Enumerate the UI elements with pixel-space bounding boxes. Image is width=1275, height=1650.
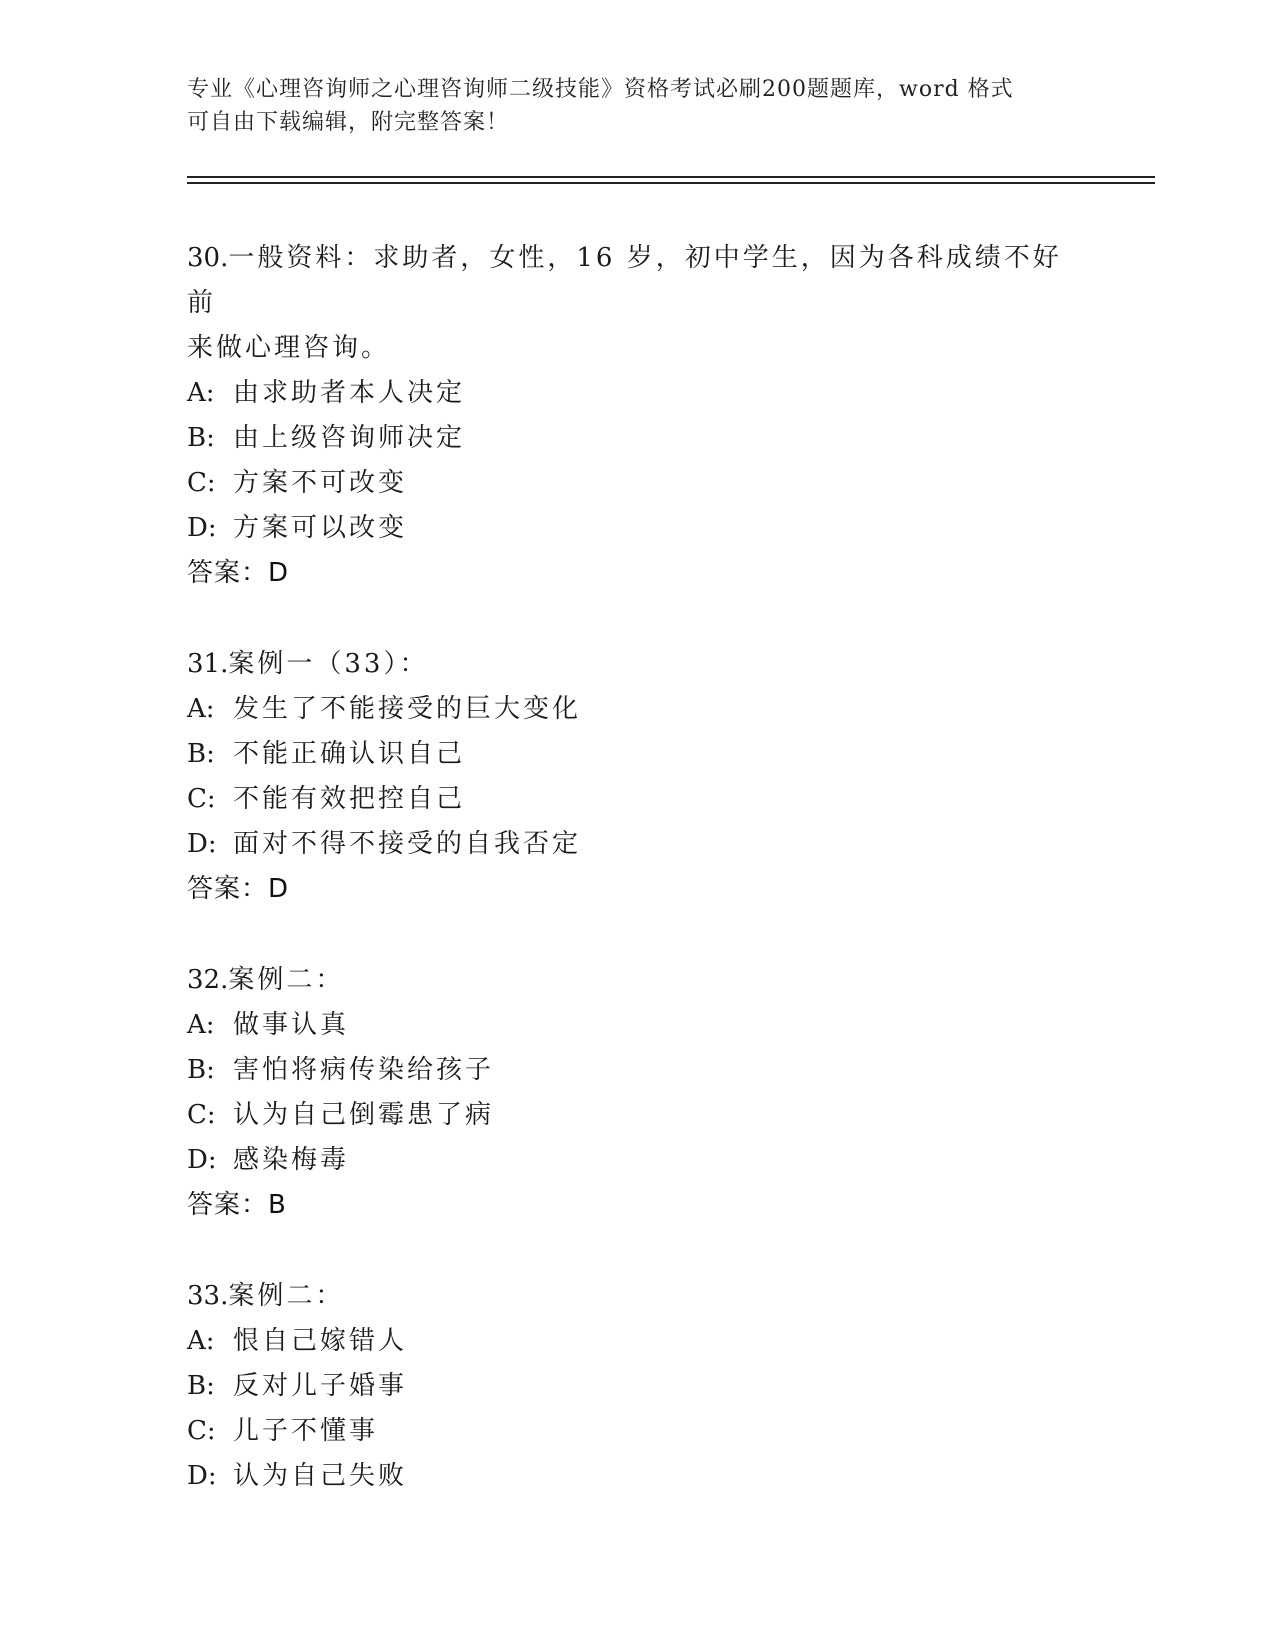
question-30 [187,236,1087,596]
question-stem [187,236,1087,371]
question-text: 案例二： [228,965,345,995]
question-stem [187,958,1087,1003]
option-text: 认为自己倒霉患了病 [233,1100,495,1130]
option-d [187,1454,1087,1499]
option-letter: D: [187,829,217,859]
option-letter: C: [187,1100,216,1130]
question-31 [187,642,1087,912]
option-text: 不能正确认识自己 [233,739,466,769]
option-text: 害怕将病传染给孩子 [233,1055,495,1085]
option-text: 不能有效把控自己 [233,784,466,814]
option-letter: A: [187,1326,215,1356]
question-stem [187,642,1087,687]
header-line-2: 可自由下载编辑，附完整答案！ [187,110,510,135]
option-d [187,506,1087,551]
header-divider-top [187,176,1155,178]
option-text: 发生了不能接受的巨大变化 [233,694,582,724]
option-text: 方案不可改变 [233,468,408,498]
option-text: 方案可以改变 [233,513,408,543]
answer-line: 答案：B [187,1190,287,1220]
option-b [187,416,1087,461]
answer-line: 答案：D [187,558,290,588]
option-d [187,822,1087,867]
option-text: 恨自己嫁错人 [233,1326,408,1356]
option-letter: A: [187,694,215,724]
option-letter: A: [187,1010,215,1040]
question-number: 32. [187,965,229,995]
answer-line: 答案：D [187,874,290,904]
option-b [187,1048,1087,1093]
option-letter: C: [187,1416,216,1446]
option-letter: B: [187,1371,215,1401]
option-text: 由求助者本人决定 [233,378,466,408]
option-text: 做事认真 [233,1010,350,1040]
option-letter: C: [187,468,216,498]
header-line-1: 专业《心理咨询师之心理咨询师二级技能》资格考试必刷200题题库，word 格式 [187,77,1014,102]
option-letter: D: [187,1461,217,1491]
option-b [187,732,1087,777]
question-33 [187,1274,1087,1499]
option-letter: A: [187,378,215,408]
question-number: 33. [187,1281,229,1311]
question-text: 案例一（33）： [228,649,429,679]
question-number: 31. [187,649,229,679]
option-a [187,1003,1087,1048]
option-letter: D: [187,513,217,543]
question-32 [187,958,1087,1228]
question-list [187,236,1087,1545]
question-number: 30. [187,243,229,273]
document-header [187,73,1067,139]
option-b [187,1364,1087,1409]
option-c [187,461,1087,506]
option-letter: B: [187,1055,215,1085]
option-text: 认为自己失败 [233,1461,408,1491]
option-d [187,1138,1087,1183]
option-text: 儿子不懂事 [233,1416,379,1446]
option-text: 面对不得不接受的自我否定 [233,829,582,859]
option-a [187,371,1087,416]
option-letter: D: [187,1145,217,1175]
option-c [187,1093,1087,1138]
option-text: 感染梅毒 [233,1145,350,1175]
option-a [187,687,1087,732]
header-divider-bottom [187,182,1155,184]
option-c [187,777,1087,822]
option-text: 反对儿子婚事 [233,1371,408,1401]
option-text: 由上级咨询师决定 [233,423,466,453]
question-text: 一般资料：求助者，女性，16 岁，初中学生，因为各科成绩不好前 来做心理咨询。 [187,243,1062,363]
option-c [187,1409,1087,1454]
option-letter: B: [187,423,215,453]
option-a [187,1319,1087,1364]
option-letter: B: [187,739,215,769]
option-letter: C: [187,784,216,814]
question-text: 案例二： [228,1281,345,1311]
question-stem [187,1274,1087,1319]
